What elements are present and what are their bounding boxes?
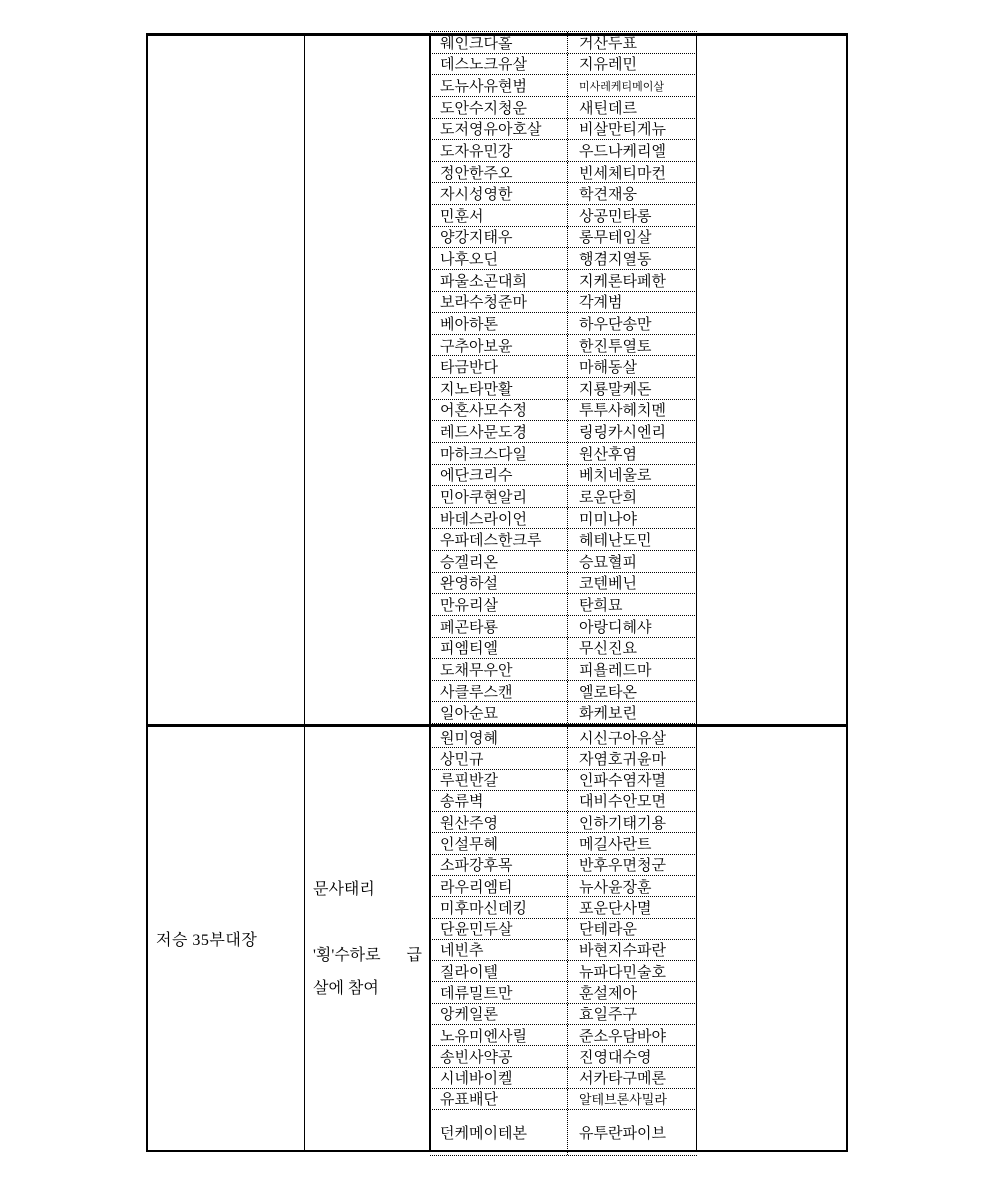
name-left: 만유리살: [430, 594, 568, 615]
name-right: 알테브론사밀라: [579, 1092, 667, 1108]
name-left: 지노타만활: [430, 378, 568, 399]
name-right: 서카타구메론: [579, 1071, 666, 1088]
roster-row: [430, 140, 697, 162]
name-right: 상공민타롱: [579, 208, 652, 225]
roster-row: [430, 748, 697, 769]
name-left: 유표배단: [430, 1089, 568, 1109]
name-left: 타금반다: [430, 356, 568, 377]
roster-row: [430, 659, 697, 681]
roster-row: [430, 162, 697, 184]
roster-row: [430, 97, 697, 119]
table-section-top: [148, 36, 846, 727]
roster-row: [430, 227, 697, 249]
roster-row: [430, 356, 697, 378]
note-cell: [305, 727, 431, 1150]
name-right: 뉴파다민술호: [579, 964, 666, 981]
name-right: 원산후염: [579, 446, 637, 463]
name-right: 효일주구: [579, 1007, 637, 1024]
roster-row: [430, 486, 697, 508]
name-right: 인파수염자멸: [579, 773, 666, 790]
name-right: 학견재웅: [579, 187, 637, 204]
name-left: 던케메이테본: [430, 1110, 568, 1155]
name-right: 새틴데르: [579, 100, 637, 117]
roster-row: [430, 770, 697, 791]
roster-row: [430, 681, 697, 703]
name-right: 뉴사윤장훈: [579, 879, 652, 896]
roster-row: [430, 616, 697, 638]
name-left: 데스노크유살: [430, 54, 568, 75]
name-right: 자염호귀윤마: [579, 751, 666, 768]
roster-row: [430, 1068, 697, 1089]
name-right: 승묘혈피: [579, 554, 637, 571]
name-left: 페곤타룡: [430, 616, 568, 637]
name-left: 라우리엠티: [430, 876, 568, 896]
name-right: 코텐베닌: [579, 576, 637, 593]
roster-row: [430, 292, 697, 314]
roster-row: [430, 638, 697, 660]
name-left: 승겔리온: [430, 551, 568, 572]
name-right: 화케보린: [579, 706, 637, 723]
roster-row: [430, 940, 697, 961]
name-left: 바데스라이언: [430, 508, 568, 529]
name-left: 앙케일론: [430, 1004, 568, 1024]
name-left: 루핀반갈: [430, 770, 568, 790]
name-left: 보라수청준마: [430, 292, 568, 313]
name-left: 나후오딘: [430, 248, 568, 269]
roster-row: [430, 1025, 697, 1046]
roster-row: [430, 573, 697, 595]
name-right: 대비수안모면: [579, 794, 666, 811]
name-left: 자시성영한: [430, 183, 568, 204]
note-line: 문사태리: [313, 880, 375, 898]
name-right: 미미나야: [579, 511, 637, 528]
name-right: 마해동살: [579, 360, 637, 377]
name-left: 송빈사약공: [430, 1046, 568, 1066]
roster-row: [430, 32, 697, 54]
name-right: 비살만티게뉴: [579, 122, 666, 139]
name-left: 상민규: [430, 748, 568, 768]
name-right: 메길사란트: [579, 837, 652, 854]
name-left: 도채무우안: [430, 659, 568, 680]
names-cell: [431, 727, 697, 1150]
roster-row: [430, 270, 697, 292]
name-right: 롱무테임살: [579, 230, 652, 247]
name-right: 지케론타페한: [579, 273, 666, 290]
empty-cell: [697, 727, 846, 1150]
name-left: 민훈서: [430, 205, 568, 226]
name-left: 양강지태우: [430, 227, 568, 248]
roster-row: [430, 791, 697, 812]
name-left: 일아순묘: [430, 702, 568, 723]
note-line: [313, 906, 422, 939]
roster-row: [430, 919, 697, 940]
role-cell: [148, 36, 305, 724]
name-left: 레드사문도경: [430, 421, 568, 442]
roster-row: [430, 1004, 697, 1025]
table-section-bottom: [148, 727, 846, 1150]
roster-row: [430, 75, 697, 97]
roster-row: [430, 833, 697, 854]
name-left: 도저영유아호살: [430, 119, 568, 140]
empty-cell: [697, 36, 846, 724]
name-right: 반후우면청군: [579, 858, 666, 875]
name-left: 노유미엔사릴: [430, 1025, 568, 1045]
roster-row: [430, 443, 697, 465]
name-right: 우드나케리엘: [579, 143, 666, 160]
roster-row: [430, 54, 697, 76]
name-left: 완영하설: [430, 573, 568, 594]
name-left: 시네바이켈: [430, 1068, 568, 1088]
note-cell: [305, 36, 431, 724]
roster-row: [430, 421, 697, 443]
name-left: 원산주영: [430, 812, 568, 832]
name-right: 미사레케티메이살: [579, 80, 665, 93]
name-right: 훈설제아: [579, 986, 637, 1003]
roster-row: [430, 551, 697, 573]
name-left: 송류벽: [430, 791, 568, 811]
roster-row: [430, 1110, 697, 1156]
name-left: 사클루스캔: [430, 681, 568, 702]
roster-row: [430, 1089, 697, 1110]
name-left: 어혼사모수정: [430, 400, 568, 421]
name-right: 링링카시엔리: [579, 425, 666, 442]
name-left: 단윤민두살: [430, 919, 568, 939]
name-right: 베치네울로: [579, 468, 652, 485]
name-right: 투투사헤치멘: [579, 403, 666, 420]
roster-row: [430, 594, 697, 616]
roster-table: [146, 33, 848, 1152]
name-right: 진영대수영: [579, 1049, 652, 1066]
roster-row: [430, 205, 697, 227]
name-right: 바현지수파란: [579, 943, 666, 960]
names-cell: [431, 36, 697, 724]
name-left: 데류밀트만: [430, 982, 568, 1002]
name-left: 파울소곤대희: [430, 270, 568, 291]
name-left: 미후마신데킹: [430, 897, 568, 917]
roster-row: [430, 702, 697, 724]
name-right: 거산두표: [579, 35, 637, 52]
role-label: 저승 35부대장: [156, 932, 258, 949]
name-left: 원미영혜: [430, 727, 568, 747]
name-right: 탄희묘: [579, 598, 623, 615]
roster-row: [430, 400, 697, 422]
name-left: 인설무혜: [430, 833, 568, 853]
roster-row: [430, 378, 697, 400]
name-left: 도안수지청운: [430, 97, 568, 118]
name-left: 구추아보윤: [430, 335, 568, 356]
roster-row: [430, 248, 697, 270]
name-right: 시신구아유살: [579, 730, 666, 747]
name-right: 지룡말케돈: [579, 381, 652, 398]
roster-row: [430, 876, 697, 897]
name-left: 베아하톤: [430, 313, 568, 334]
name-pair-grid: [430, 727, 697, 1156]
roster-row: [430, 727, 697, 748]
note-line: '횡'수하로 급: [313, 946, 422, 964]
roster-row: [430, 812, 697, 833]
name-left: 우파데스한크루: [430, 529, 568, 550]
name-left: 마하크스다일: [430, 443, 568, 464]
roster-row: [430, 183, 697, 205]
name-right: 지유레민: [579, 57, 637, 74]
name-right: 단테라운: [579, 922, 637, 939]
name-left: 민아쿠현알리: [430, 486, 568, 507]
roster-row: [430, 855, 697, 876]
name-left: 도뉴사유현범: [430, 75, 568, 96]
roster-row: [430, 961, 697, 982]
roster-row: [430, 335, 697, 357]
name-right: 무신진요: [579, 641, 637, 658]
name-left: 정안한주오: [430, 162, 568, 183]
name-right: 아랑디헤샤: [579, 619, 652, 636]
name-right: 로운단희: [579, 489, 637, 506]
name-left: 네빈추: [430, 940, 568, 960]
roster-row: [430, 897, 697, 918]
name-pair-grid: [430, 31, 697, 724]
name-right: 포운단사멸: [579, 900, 652, 917]
name-right: 준소우담바야: [579, 1028, 666, 1045]
name-left: 소파강후목: [430, 855, 568, 875]
name-right: 유투란파이브: [579, 1126, 666, 1143]
name-right: 각계범: [579, 295, 623, 312]
name-right: 행겸지열동: [579, 252, 652, 269]
name-left: 피엠티엘: [430, 638, 568, 659]
name-left: 웨인크다홀: [430, 32, 568, 53]
name-right: 헤테난도민: [579, 533, 652, 550]
name-right: 인하기태기용: [579, 815, 666, 832]
roster-row: [430, 529, 697, 551]
roster-row: [430, 982, 697, 1003]
roster-row: [430, 465, 697, 487]
name-left: 질라이텔: [430, 961, 568, 981]
name-right: 피욜레드마: [579, 662, 652, 679]
note-line: 살에 참여: [313, 979, 379, 997]
roster-row: [430, 508, 697, 530]
roster-row: [430, 313, 697, 335]
name-right: 한진투열토: [579, 338, 652, 355]
name-left: 도자유민강: [430, 140, 568, 161]
name-left: 에단크리수: [430, 465, 568, 486]
role-cell: [148, 727, 305, 1150]
roster-row: [430, 1046, 697, 1067]
roster-row: [430, 119, 697, 141]
name-right: 엘로타온: [579, 684, 637, 701]
name-right: 빈세체티마컨: [579, 165, 666, 182]
name-right: 하우단송만: [579, 316, 652, 333]
note-text: [305, 873, 429, 1005]
